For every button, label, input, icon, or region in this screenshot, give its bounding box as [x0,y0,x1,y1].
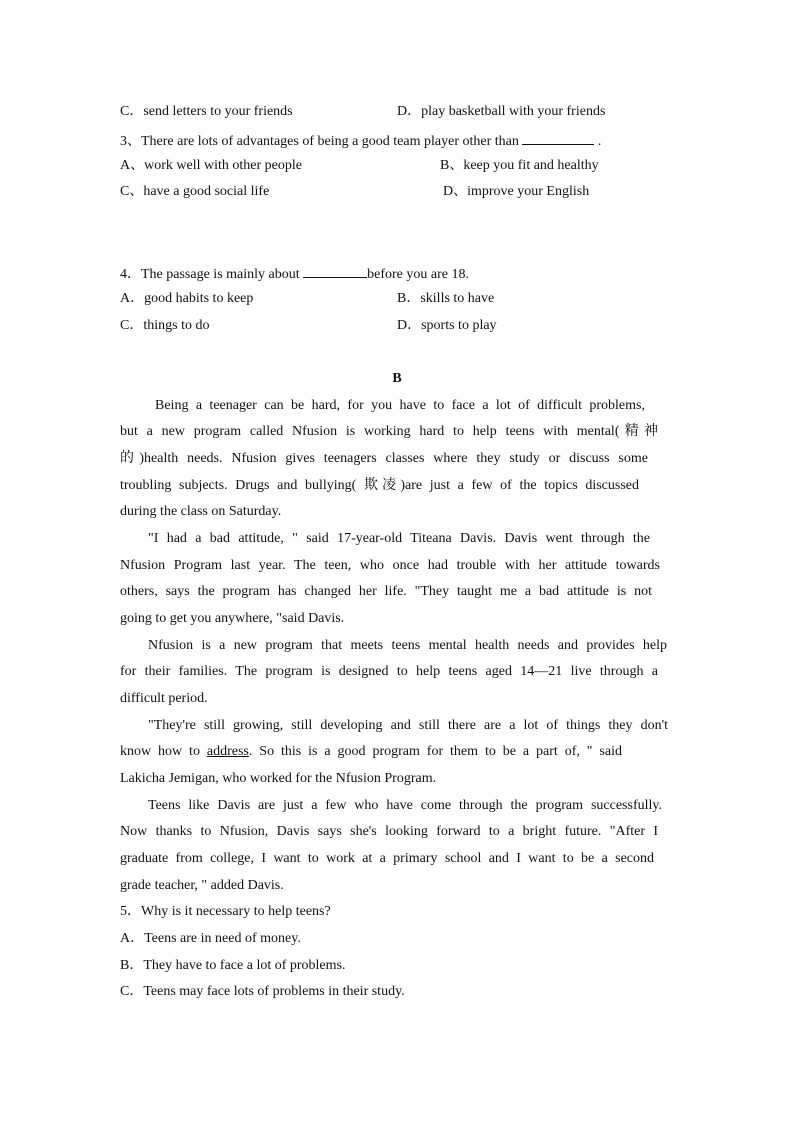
passage-line: Lakicha Jemigan, who worked for the Nfusion Program. [120,771,437,786]
q3-stem-end: . [594,134,602,149]
q4-stem-text: 4．The passage is mainly about [120,267,304,282]
passage-line: but a new program called Nfusion is working hard to help teens with mental(精神 [120,424,658,439]
passage-line: Now thanks to Nfusion, Davis says she's looking forward to a bright future. "After I [120,824,658,839]
passage-line: Being a teenager can be hard, for you have to face a lot of difficult problems, [155,398,645,413]
q4-stem [120,263,469,284]
passage-line: others, says the program has changed her life. "They taught me a bad attitude is not [120,584,652,599]
q3-option-a: A、work well with other people [120,158,302,173]
q5-option-c: C．Teens may face lots of problems in their study. [120,984,405,999]
passage-line [120,743,622,761]
q2-option-c: C．send letters to your friends [120,104,293,119]
passage-line: Nfusion is a new program that meets teens mental health needs and provides help [148,638,667,653]
q3-option-b: B、keep you fit and healthy [440,158,599,173]
q4-option-c: C．things to do [120,318,210,333]
passage-line: for their families. The program is designed to help teens aged 14—21 live through a [120,664,658,679]
passage-line: during the class on Saturday. [120,504,282,519]
q4-option-a: A．good habits to keep [120,291,254,306]
q3-option-c: C、have a good social life [120,184,270,199]
passage-line: "I had a bad attitude, " said 17-year-old Titeana Davis. Davis went through the [148,531,650,546]
underlined-word: address [206,744,249,759]
passage-line: 的)health needs. Nfusion gives teenagers classes where they study or discuss some [120,451,648,466]
passage-line: graduate from college, I want to work at a primary school and I want to be a second [120,851,654,866]
answer-blank [303,263,367,278]
answer-blank [522,130,594,145]
passage-line: "They're still growing, still developing and still there are a lot of things they don't [148,718,668,733]
q4-option-b: B．skills to have [397,291,495,306]
passage-line: grade teacher, " added Davis. [120,878,284,893]
passage-text: . So this is a good program for them to be a part of, " said [248,744,622,759]
passage-text: know how to [120,744,207,759]
passage-line: Nfusion Program last year. The teen, who once had trouble with her attitude towards [120,558,660,573]
q5-stem: 5．Why is it necessary to help teens? [120,904,331,919]
q4-stem-end: before you are 18. [367,267,469,282]
q3-stem-text: 3、There are lots of advantages of being a good team player other than [120,134,523,149]
passage-line: Teens like Davis are just a few who have come through the program successfully. [148,798,662,813]
q5-option-b: B．They have to face a lot of problems. [120,958,346,973]
passage-line: troubling subjects. Drugs and bullying( 欺凌)are just a few of the topics discussed [120,478,639,493]
passage-line: difficult period. [120,691,208,706]
q2-option-d: D．play basketball with your friends [397,104,606,119]
q3-option-d: D、improve your English [443,184,590,199]
section-heading: B [392,371,402,386]
q5-option-a: A．Teens are in need of money. [120,931,301,946]
q4-option-d: D．sports to play [397,318,497,333]
q3-stem [120,130,601,151]
passage-line: going to get you anywhere, "said Davis. [120,611,345,626]
